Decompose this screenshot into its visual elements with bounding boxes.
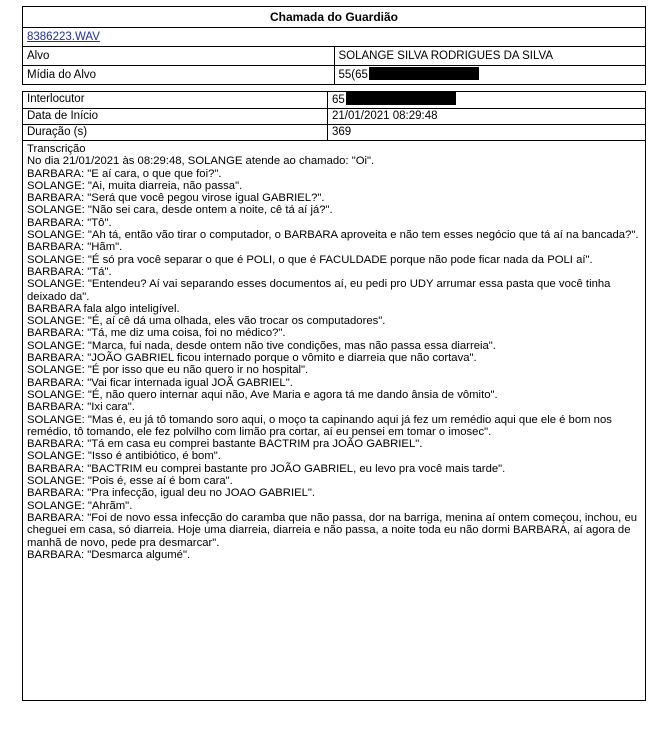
alvo-label: Alvo (23, 47, 335, 66)
transcription-line: BARBARA: "Pra infecção, igual deu no JOAO GABRIEL". (27, 487, 316, 500)
transcription-line: SOLANGE: "Ai, muita diarreia, não passa". (27, 179, 243, 192)
transcription-line: BARBARA: "Tá em casa eu comprei bastante BACTRIM pra JOÃO GABRIEL". (27, 438, 423, 451)
transcription-line: SOLANGE: "Ah tá, então vão tirar o computador, o BARBARA aproveita e não tem esses negócio que tá aí na bancada?". (27, 229, 639, 242)
transcription-line: SOLANGE: "Marca, fui nada, desde ontem não tive condições, mas não passa essa diarreia". (27, 339, 496, 352)
transcription-line: SOLANGE: "Pois é, esse aí é bom cara". (27, 475, 233, 488)
transcription-line: BARBARA: "Tá, me diz uma coisa, foi no médico?". (27, 327, 286, 340)
transcription-line: BARBARA: "E aí cara, o que que foi?". (27, 167, 222, 180)
transcription-line: SOLANGE: "Ahrãm". (27, 499, 133, 512)
transcription-line: BARBARA: "BACTRIM eu comprei bastante pro JOÃO GABRIEL, eu levo pra você mais tarde". (27, 462, 506, 475)
transcription-line: BARBARA: "Ixi cara". (27, 401, 135, 414)
midia-label: Mídia do Alvo (23, 66, 335, 85)
transcription-line: SOLANGE: "Não sei cara, desde ontem a noite, cê tá aí já?". (27, 204, 333, 217)
transcription-line: BARBARA: "Hãm". (27, 241, 123, 254)
transcription-line: SOLANGE: "É por isso que eu não quero ir no hospital". (27, 364, 309, 377)
duracao-label: Duração (s) (23, 125, 328, 141)
transcription-line: SOLANGE: "Entendeu? Aí vai separando esses documentos aí, eu pedi pro UDY arrumar essa pasta que você tinha deixado da". (27, 278, 611, 303)
data-inicio-label: Data de Início (23, 109, 328, 125)
transcription-line: SOLANGE: "É, não quero internar aqui não, Ave Maria e agora tá me dando ânsia de vômito". (27, 388, 498, 401)
duracao-value: 369 (328, 125, 646, 141)
transcription-line: BARBARA: "Vai ficar internada igual JOÃ GABRIEL". (27, 376, 293, 389)
data-inicio-value: 21/01/2021 08:29:48 (328, 109, 646, 125)
transcription-line: BARBARA: "Foi de novo essa infecção do caramba que não passa, dor na barriga, menina aí ontem começou, inchou, eu cheguei em casa, só diarreia. Hoje uma diarreia, diarreia e não passa, a noite toda eu não dormi BARBARA, aí agora de manhã de novo, pede pra desmarcar". (27, 511, 638, 549)
midia-cell (334, 66, 646, 85)
call-header-table (22, 6, 646, 85)
transcription-line: BARBARA: "Desmarca algumé". (27, 548, 191, 561)
transcription-cell (23, 141, 646, 701)
audio-file-link[interactable]: 8386223.WAV (27, 31, 100, 43)
redaction-bar (346, 92, 456, 105)
interlocutor-value: 65 (332, 94, 345, 106)
call-details-table (22, 91, 646, 701)
transcription-line: BARBARA: "Tô". (27, 216, 112, 229)
interlocutor-cell (328, 92, 646, 109)
transcription-line: No dia 21/01/2021 às 08:29:48, SOLANGE atende ao chamado: "Oi". (27, 155, 375, 168)
transcription-line: SOLANGE: "Isso é antibiótico, é bom". (27, 450, 221, 463)
transcription-line: SOLANGE: "É só pra você separar o que é POLI, o que é FACULDADE porque não pode ficar nada da POLI aí". (27, 253, 593, 266)
transcription-line: SOLANGE: "É, aí cê dá uma olhada, eles vão trocar os computadores". (27, 315, 386, 328)
transcription-line: SOLANGE: "Mas é, eu já tô tomando soro aqui, o moço ta capinando aqui já fez um remédio aqui que ele é bom nos remédio, tô tomando, ele fez polvilho com limão pra cortar, aí eu pensei em tomar o imosec". (27, 413, 612, 438)
transcription-line: BARBARA: "Será que você pegou virose igual GABRIEL?". (27, 192, 325, 205)
file-link-cell (23, 28, 646, 47)
document (22, 6, 646, 701)
interlocutor-label: Interlocutor (23, 92, 328, 109)
alvo-value: SOLANGE SILVA RODRIGUES DA SILVA (334, 47, 646, 66)
transcription-heading: Transcrição (27, 143, 86, 155)
table-title: Chamada do Guardião (23, 7, 646, 28)
transcription-line: BARBARA: "Tá". (27, 265, 112, 278)
redaction-bar (369, 67, 479, 80)
transcription-lines (27, 155, 641, 561)
transcription-line: BARBARA fala algo inteligível. (27, 302, 180, 315)
midia-value: 55(65 (338, 69, 368, 81)
transcription-line: BARBARA: "JOÃO GABRIEL ficou internado porque o vômito e diarreia que não cortava". (27, 352, 477, 365)
